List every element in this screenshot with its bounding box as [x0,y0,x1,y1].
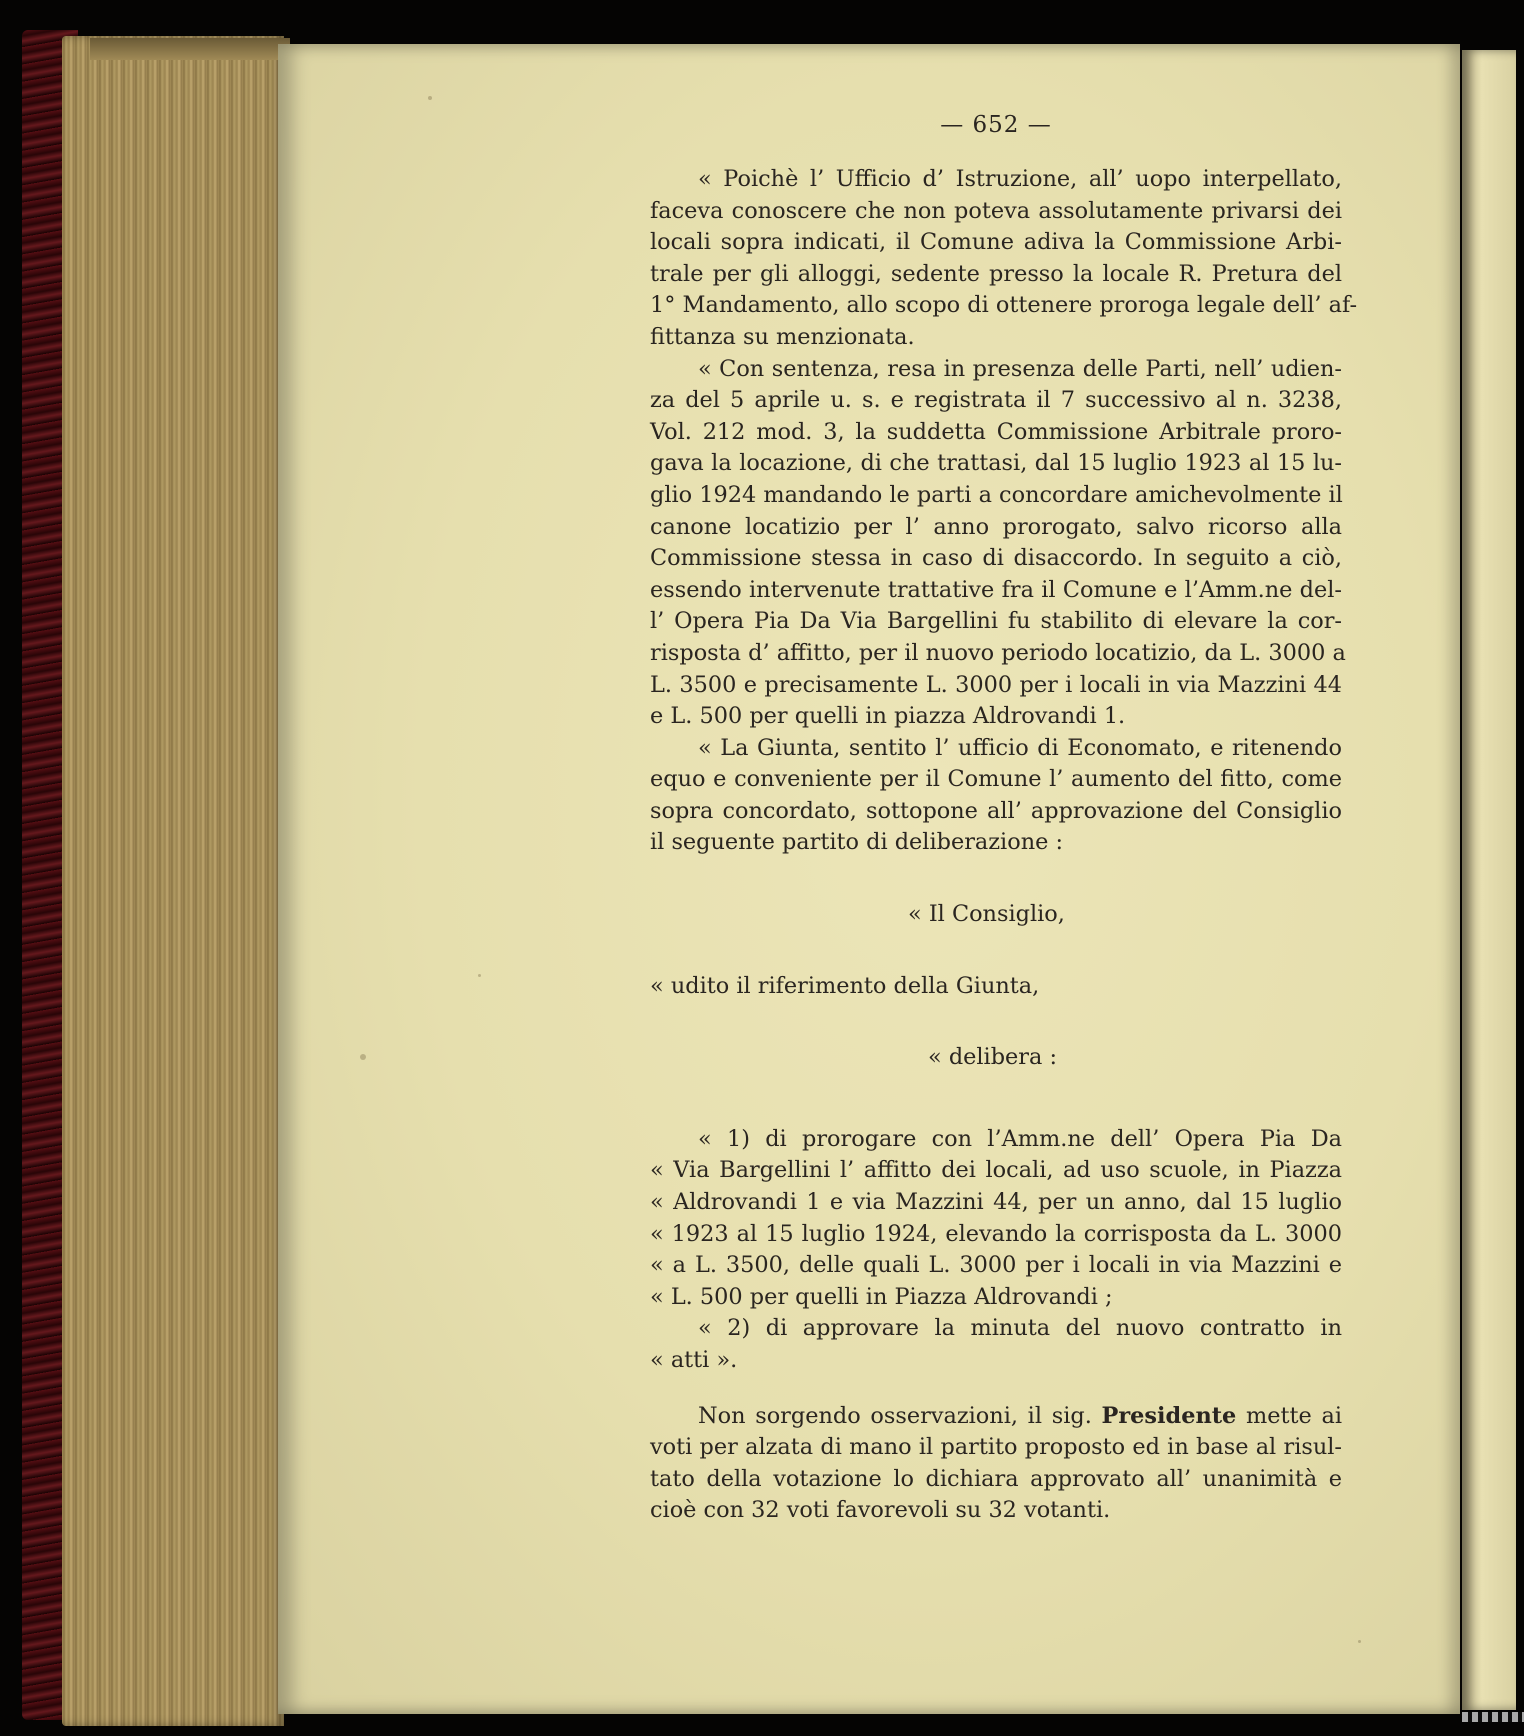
text-line: il seguente partito di deliberazione : [650,829,1064,856]
text-line: « atti ». [650,1347,738,1373]
speaker-presidente: Presidente [1101,1402,1237,1429]
page-number: — 652 — [940,112,1052,138]
book-page-edges-top [90,38,290,60]
text-line: « 1923 al 15 luglio 1924, elevando la corrisposta da L. 3000 [650,1220,1342,1247]
text-line: e L. 500 per quelli in piazza Aldrovandi 1. [650,703,1126,730]
heading-delibera: « delibera : [928,1044,1058,1071]
book-page-edges [62,36,284,1726]
text-udito: « udito il riferimento della Giunta, [650,972,1040,999]
text-line: sopra concordato, sottopone all’ approvazione del Consiglio [650,797,1342,824]
text-line: Vol. 212 mod. 3, la suddetta Commissione Arbitrale proro- [650,418,1342,445]
text-line: locali sopra indicati, il Comune adiva la Commissione Arbi- [650,229,1342,256]
paper-speck [428,96,432,100]
text-line [650,1401,1342,1433]
paper-speck [478,974,481,977]
text-line: « Con sentenza, resa in presenza delle Parti, nell’ udien- [698,355,1342,382]
text-line: Commissione stessa in caso di disaccordo. In seguito a ciò, [650,545,1342,572]
text-line: equo e conveniente per il Comune l’ aumento del fitto, come [650,766,1342,793]
text-line: glio 1924 mandando le parti a concordare amichevolmente il [650,481,1343,508]
resolution-item-1 [650,1124,1342,1314]
text-line: tato della votazione lo dichiara approvato all’ unanimità e [650,1465,1342,1492]
paragraph-proposal-context [650,164,1358,354]
text-line: l’ Opera Pia Da Via Bargellini fu stabilito di elevare la cor- [650,608,1342,635]
text-line: canone locatizio per l’ anno prorogato, salvo ricorso alla [650,513,1342,540]
paragraph-vote-result [650,1401,1342,1527]
text-line: « Aldrovandi 1 e via Mazzini 44, per un anno, dal 15 luglio [650,1189,1342,1216]
text-line: voti per alzata di mano il partito proposto ed in base al risul- [650,1434,1342,1461]
text-fragment: Non sorgendo osservazioni, il sig. [698,1402,1092,1429]
spacer [650,1074,1342,1124]
text-line: gava la locazione, di che trattasi, dal 15 luglio 1923 al 15 lu- [650,450,1342,477]
text-line: za del 5 aprile u. s. e registrata il 7 successivo al n. 3238, [650,387,1342,414]
paragraph-sentence [650,354,1346,733]
spacer [650,859,1342,899]
next-page-sliver [1462,50,1516,1710]
text-line: L. 3500 e precisamente L. 3000 per i locali in via Mazzini 44 [650,671,1342,698]
resolution-item-2 [650,1313,1342,1376]
page-text [650,164,1358,1527]
text-line: « 1) di prorogare con l’Amm.ne dell’ Opera Pia Da [698,1125,1342,1152]
text-line: « La Giunta, sentito l’ ufficio di Economato, e ritenendo [698,734,1342,761]
text-line: cioè con 32 voti favorevoli su 32 votanti. [650,1497,1111,1524]
text-line: risposta d’ affitto, per il nuovo periodo locatizio, da L. 3000 a [650,639,1346,666]
scan-color-strip [1462,1712,1524,1722]
text-line: 1° Mandamento, allo scopo di ottenere proroga legale dell’ af- [650,292,1358,319]
heading-il-consiglio: « Il Consiglio, [908,901,1065,928]
text-line: « Via Bargellini l’ affitto dei locali, ad uso scuole, in Piazza [650,1157,1342,1184]
text-fragment: mette ai [1246,1402,1342,1429]
text-line: essendo intervenute trattative fra il Comune e l’Amm.ne del- [650,576,1342,603]
spacer [650,1377,1342,1401]
text-line: « 2) di approvare la minuta del nuovo contratto in [698,1315,1342,1342]
paragraph-giunta [650,733,1342,859]
text-line: faceva conoscere che non poteva assolutamente privarsi dei [650,197,1342,224]
paper-speck [1358,1640,1361,1643]
text-line: « L. 500 per quelli in Piazza Aldrovandi ; [650,1283,1113,1310]
text-line: « a L. 3500, delle quali L. 3000 per i locali in via Mazzini e [650,1252,1342,1279]
spacer [650,931,1342,971]
text-line: trale per gli alloggi, sedente presso la locale R. Pretura del [650,260,1342,287]
paper-speck [360,1054,366,1060]
text-line: fittanza su menzionata. [650,323,915,350]
spacer [650,1002,1342,1042]
text-line: « Poichè l’ Ufficio d’ Istruzione, all’ uopo interpellato, [698,166,1342,192]
